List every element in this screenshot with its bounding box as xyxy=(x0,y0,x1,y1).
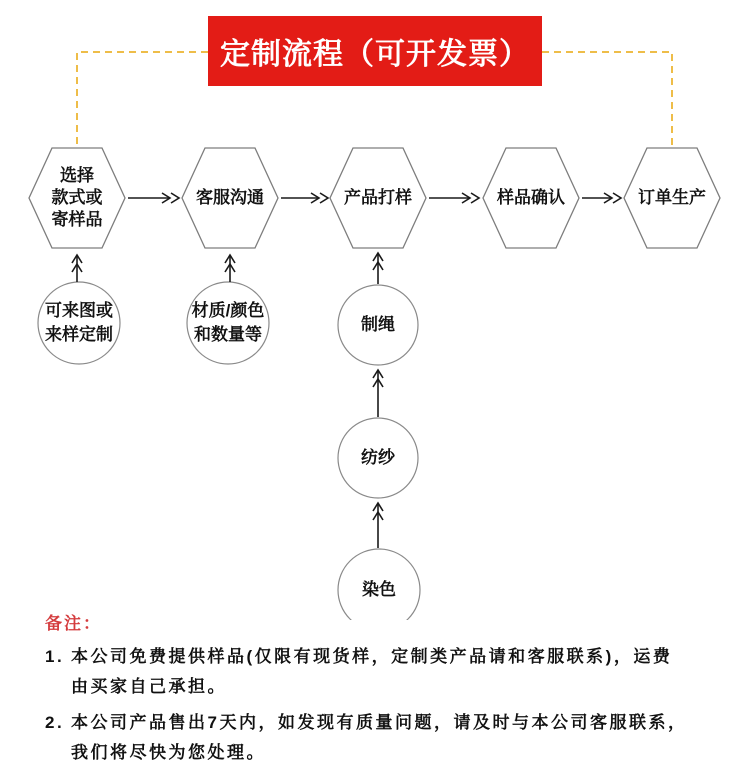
arrow-circle4-circle3 xyxy=(373,370,383,417)
arrow-hex4-hex5 xyxy=(582,193,621,203)
circle-label-line: 和数量等 xyxy=(194,325,262,344)
hexagon-label-line: 选择 xyxy=(60,166,94,185)
circle-label-line: 可来图或 xyxy=(45,301,113,320)
circle-label-spinning xyxy=(332,417,424,499)
circle-label-line: 材质/颜色 xyxy=(191,301,265,320)
circle-label-line: 来样定制 xyxy=(45,325,113,344)
circle-label-rope-making xyxy=(332,284,424,366)
arrow-hex2-hex3 xyxy=(281,193,328,203)
hexagon-label-line: 客服沟通 xyxy=(196,188,264,207)
note-item-2 xyxy=(45,708,737,768)
arrow-circle3-hex3 xyxy=(373,253,383,284)
note-number: 2. xyxy=(45,713,65,732)
note-number: 1. xyxy=(45,647,65,666)
hexagon-label-line: 订单生产 xyxy=(638,188,706,207)
hexagon-label-line: 寄样品 xyxy=(51,210,103,229)
note-text-line: 我们将尽快为您处理。 xyxy=(71,743,266,762)
note-text xyxy=(71,708,737,768)
hexagon-label-line: 样品确认 xyxy=(497,188,565,207)
dashed-connector-left xyxy=(77,52,208,146)
circle-label-line: 纺纱 xyxy=(361,448,395,467)
circle-label-image-or-sample xyxy=(33,282,125,364)
hexagon-label-sample-confirm xyxy=(483,148,579,248)
banner-title xyxy=(208,16,542,86)
hexagon-label-select-style xyxy=(29,148,125,248)
hexagon-label-line: 款式或 xyxy=(51,188,103,207)
banner-title-text: 定制流程（可开发票） xyxy=(220,38,530,71)
hexagon-label-order-production xyxy=(624,148,720,248)
circle-label-material-color xyxy=(182,282,274,364)
note-text-line: 本公司产品售出7天内，如发现有质量问题，请及时与本公司客服联系， xyxy=(71,713,688,732)
arrow-circle1-hex1 xyxy=(72,255,82,282)
notes-heading: 备注： xyxy=(45,614,102,633)
note-text-line: 本公司免费提供样品(仅限有现货样，定制类产品请和客服联系)，运费 xyxy=(71,647,673,666)
notes-section xyxy=(45,612,737,768)
note-item-1 xyxy=(45,642,737,702)
hexagon-label-customer-service xyxy=(182,148,278,248)
hexagon-label-product-sampling xyxy=(330,148,426,248)
circle-label-line: 制绳 xyxy=(361,315,395,334)
arrow-circle2-hex2 xyxy=(225,255,235,282)
note-text xyxy=(71,642,737,702)
dashed-connector-right xyxy=(542,52,672,146)
arrow-hex1-hex2 xyxy=(128,193,179,203)
arrow-circle5-circle4 xyxy=(373,503,383,548)
arrow-hex3-hex4 xyxy=(429,193,479,203)
note-text-line: 由买家自己承担。 xyxy=(71,677,227,696)
hexagon-label-line: 产品打样 xyxy=(344,188,412,207)
circle-label-line: 染色 xyxy=(362,580,396,599)
